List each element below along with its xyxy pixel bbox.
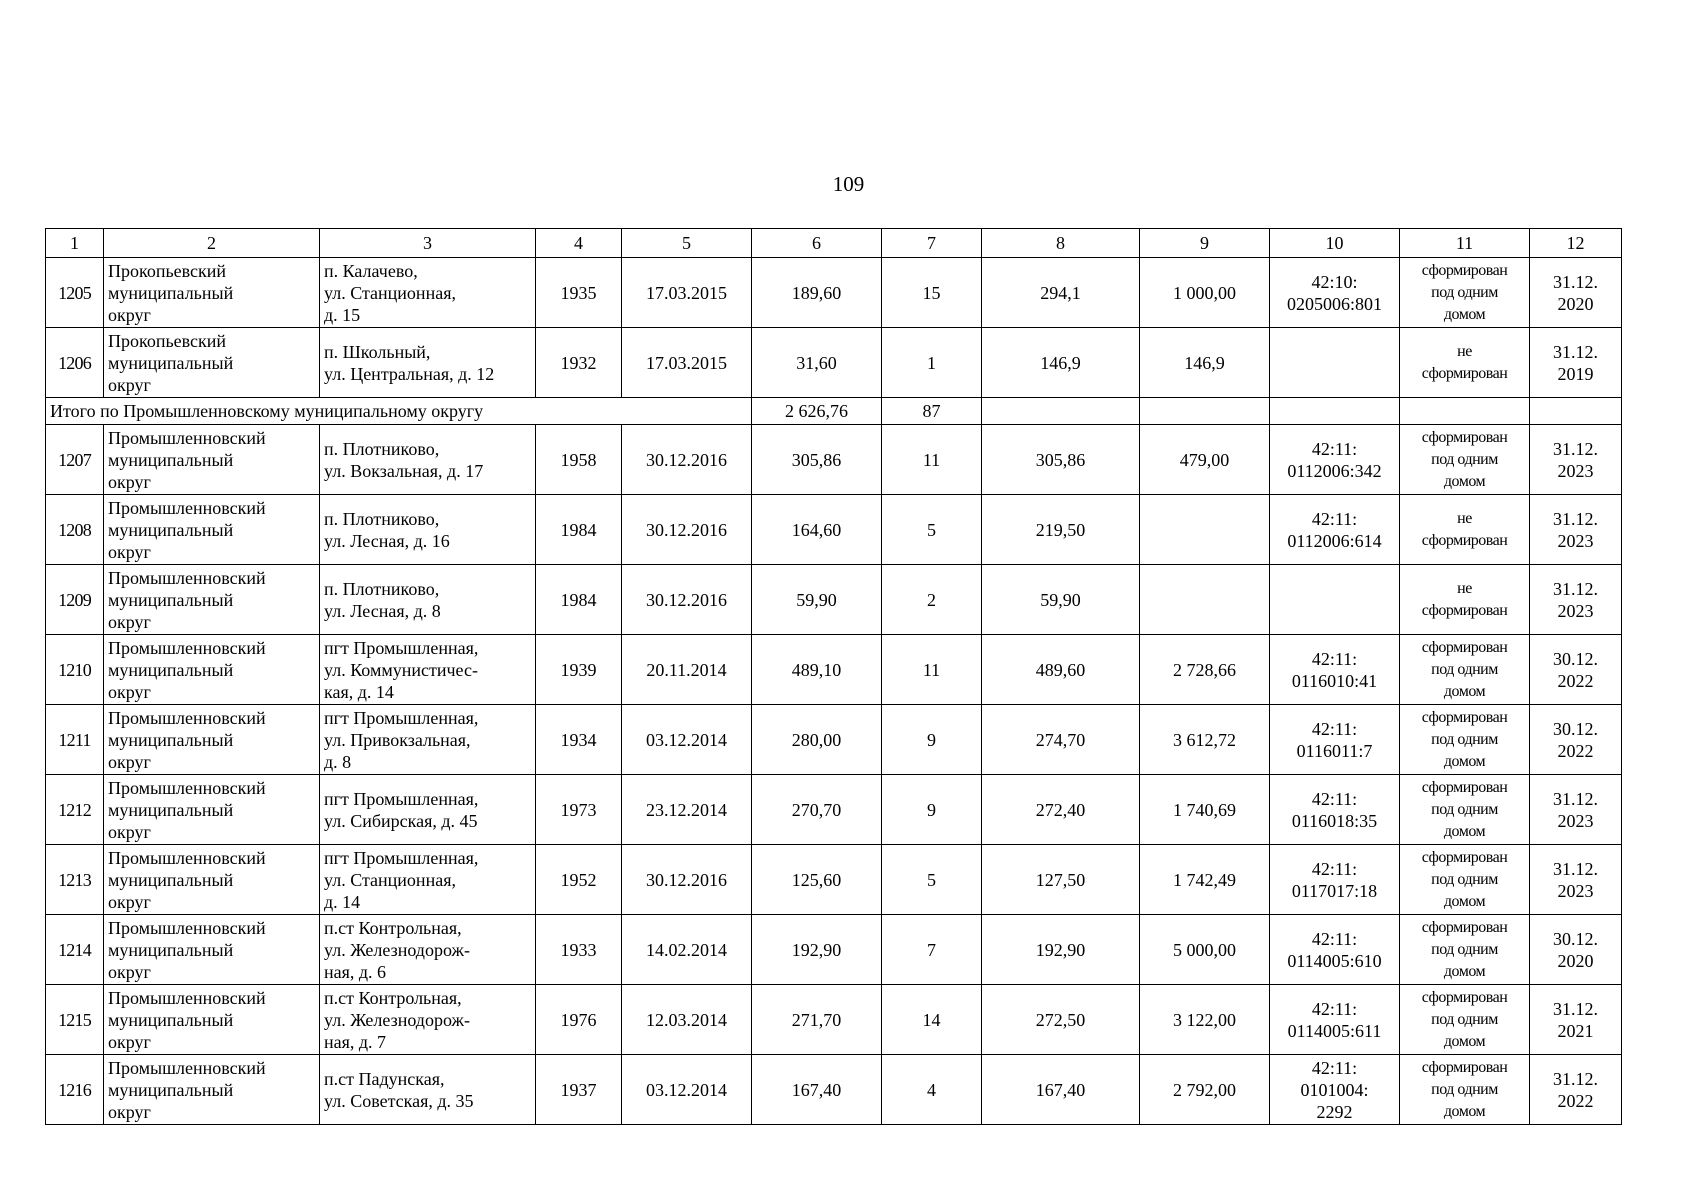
total-area-cell: 146,9 bbox=[982, 328, 1140, 398]
recognition-date-cell: 03.12.2014 bbox=[622, 705, 752, 775]
land-status-cell: не сформирован bbox=[1400, 495, 1530, 565]
land-area-cell bbox=[1140, 495, 1270, 565]
residents-cell: 2 bbox=[882, 565, 982, 635]
residents-cell: 4 bbox=[882, 1055, 982, 1125]
land-area-cell: 1 742,49 bbox=[1140, 845, 1270, 915]
municipality-cell: Промышленновский муниципальный округ bbox=[104, 565, 320, 635]
land-area-cell: 479,00 bbox=[1140, 425, 1270, 495]
table-row bbox=[46, 495, 1622, 565]
recognition-date-cell: 30.12.2016 bbox=[622, 425, 752, 495]
residents-cell: 5 bbox=[882, 845, 982, 915]
cadastral-number-cell: 42:11: 0112006:342 bbox=[1270, 425, 1400, 495]
cadastral-number-cell: 42:11: 0114005:611 bbox=[1270, 985, 1400, 1055]
total-empty-cell bbox=[982, 398, 1140, 425]
cadastral-number-cell: 42:11: 0116018:35 bbox=[1270, 775, 1400, 845]
year-built-cell: 1976 bbox=[536, 985, 622, 1055]
area-cell: 164,60 bbox=[752, 495, 882, 565]
address-cell: п. Школьный, ул. Центральная, д. 12 bbox=[320, 328, 536, 398]
table-row bbox=[46, 705, 1622, 775]
land-area-cell: 1 740,69 bbox=[1140, 775, 1270, 845]
recognition-date-cell: 14.02.2014 bbox=[622, 915, 752, 985]
land-status-cell: сформирован под одним домом bbox=[1400, 845, 1530, 915]
deadline-cell: 31.12. 2023 bbox=[1530, 845, 1622, 915]
address-cell: п.ст Падунская, ул. Советская, д. 35 bbox=[320, 1055, 536, 1125]
cadastral-number-cell: 42:11: 0116011:7 bbox=[1270, 705, 1400, 775]
residents-cell: 1 bbox=[882, 328, 982, 398]
table-row bbox=[46, 775, 1622, 845]
cadastral-number-cell bbox=[1270, 328, 1400, 398]
land-status-cell: сформирован под одним домом bbox=[1400, 425, 1530, 495]
address-cell: п. Плотниково, ул. Лесная, д. 16 bbox=[320, 495, 536, 565]
cadastral-number-cell: 42:11: 0112006:614 bbox=[1270, 495, 1400, 565]
land-area-cell: 5 000,00 bbox=[1140, 915, 1270, 985]
total-area-cell: 2 626,76 bbox=[752, 398, 882, 425]
housing-registry-table bbox=[45, 228, 1622, 1125]
municipality-cell: Промышленновский муниципальный округ bbox=[104, 1055, 320, 1125]
area-cell: 31,60 bbox=[752, 328, 882, 398]
column-number-cell: 8 bbox=[982, 229, 1140, 258]
total-area-cell: 489,60 bbox=[982, 635, 1140, 705]
land-status-cell: сформирован под одним домом bbox=[1400, 635, 1530, 705]
total-area-cell: 272,50 bbox=[982, 985, 1140, 1055]
year-built-cell: 1932 bbox=[536, 328, 622, 398]
total-row bbox=[46, 398, 1622, 425]
year-built-cell: 1939 bbox=[536, 635, 622, 705]
total-residents-cell: 87 bbox=[882, 398, 982, 425]
deadline-cell: 31.12. 2019 bbox=[1530, 328, 1622, 398]
column-number-row bbox=[46, 229, 1622, 258]
residents-cell: 14 bbox=[882, 985, 982, 1055]
area-cell: 305,86 bbox=[752, 425, 882, 495]
address-cell: пгт Промышленная, ул. Привокзальная, д. 8 bbox=[320, 705, 536, 775]
address-cell: пгт Промышленная, ул. Сибирская, д. 45 bbox=[320, 775, 536, 845]
total-area-cell: 274,70 bbox=[982, 705, 1140, 775]
land-area-cell: 2 728,66 bbox=[1140, 635, 1270, 705]
residents-cell: 9 bbox=[882, 705, 982, 775]
area-cell: 59,90 bbox=[752, 565, 882, 635]
land-area-cell: 3 122,00 bbox=[1140, 985, 1270, 1055]
municipality-cell: Промышленновский муниципальный округ bbox=[104, 845, 320, 915]
cadastral-number-cell: 42:11: 0101004: 2292 bbox=[1270, 1055, 1400, 1125]
year-built-cell: 1952 bbox=[536, 845, 622, 915]
area-cell: 167,40 bbox=[752, 1055, 882, 1125]
residents-cell: 5 bbox=[882, 495, 982, 565]
land-status-cell: сформирован под одним домом bbox=[1400, 985, 1530, 1055]
recognition-date-cell: 12.03.2014 bbox=[622, 985, 752, 1055]
column-number-cell: 6 bbox=[752, 229, 882, 258]
table-row bbox=[46, 985, 1622, 1055]
land-status-cell: не сформирован bbox=[1400, 328, 1530, 398]
table-row bbox=[46, 565, 1622, 635]
row-number-cell: 1205 bbox=[46, 258, 104, 328]
column-number-cell: 1 bbox=[46, 229, 104, 258]
address-cell: пгт Промышленная, ул. Станционная, д. 14 bbox=[320, 845, 536, 915]
land-area-cell: 3 612,72 bbox=[1140, 705, 1270, 775]
address-cell: п.ст Контрольная, ул. Железнодорож- ная, д. 6 bbox=[320, 915, 536, 985]
area-cell: 280,00 bbox=[752, 705, 882, 775]
address-cell: п.ст Контрольная, ул. Железнодорож- ная, д. 7 bbox=[320, 985, 536, 1055]
recognition-date-cell: 03.12.2014 bbox=[622, 1055, 752, 1125]
row-number-cell: 1215 bbox=[46, 985, 104, 1055]
row-number-cell: 1208 bbox=[46, 495, 104, 565]
municipality-cell: Прокопьевский муниципальный округ bbox=[104, 328, 320, 398]
year-built-cell: 1934 bbox=[536, 705, 622, 775]
column-number-cell: 7 bbox=[882, 229, 982, 258]
year-built-cell: 1933 bbox=[536, 915, 622, 985]
residents-cell: 11 bbox=[882, 425, 982, 495]
total-area-cell: 59,90 bbox=[982, 565, 1140, 635]
address-cell: п. Калачево, ул. Станционная, д. 15 bbox=[320, 258, 536, 328]
total-empty-cell bbox=[1530, 398, 1622, 425]
year-built-cell: 1937 bbox=[536, 1055, 622, 1125]
row-number-cell: 1209 bbox=[46, 565, 104, 635]
area-cell: 189,60 bbox=[752, 258, 882, 328]
municipality-cell: Промышленновский муниципальный округ bbox=[104, 915, 320, 985]
land-status-cell: сформирован под одним домом bbox=[1400, 705, 1530, 775]
total-area-cell: 294,1 bbox=[982, 258, 1140, 328]
land-area-cell: 146,9 bbox=[1140, 328, 1270, 398]
table-row bbox=[46, 425, 1622, 495]
table-row bbox=[46, 635, 1622, 705]
recognition-date-cell: 20.11.2014 bbox=[622, 635, 752, 705]
total-area-cell: 192,90 bbox=[982, 915, 1140, 985]
row-number-cell: 1213 bbox=[46, 845, 104, 915]
residents-cell: 9 bbox=[882, 775, 982, 845]
year-built-cell: 1984 bbox=[536, 565, 622, 635]
table-row bbox=[46, 1055, 1622, 1125]
row-number-cell: 1206 bbox=[46, 328, 104, 398]
year-built-cell: 1973 bbox=[536, 775, 622, 845]
total-empty-cell bbox=[1400, 398, 1530, 425]
deadline-cell: 30.12. 2022 bbox=[1530, 635, 1622, 705]
municipality-cell: Промышленновский муниципальный округ bbox=[104, 425, 320, 495]
land-area-cell: 2 792,00 bbox=[1140, 1055, 1270, 1125]
municipality-cell: Промышленновский муниципальный округ bbox=[104, 775, 320, 845]
table-row bbox=[46, 328, 1622, 398]
cadastral-number-cell: 42:11: 0117017:18 bbox=[1270, 845, 1400, 915]
residents-cell: 7 bbox=[882, 915, 982, 985]
deadline-cell: 31.12. 2020 bbox=[1530, 258, 1622, 328]
total-area-cell: 219,50 bbox=[982, 495, 1140, 565]
municipality-cell: Промышленновский муниципальный округ bbox=[104, 985, 320, 1055]
deadline-cell: 30.12. 2022 bbox=[1530, 705, 1622, 775]
recognition-date-cell: 17.03.2015 bbox=[622, 328, 752, 398]
deadline-cell: 31.12. 2023 bbox=[1530, 425, 1622, 495]
address-cell: п. Плотниково, ул. Вокзальная, д. 17 bbox=[320, 425, 536, 495]
total-empty-cell bbox=[1270, 398, 1400, 425]
column-number-cell: 12 bbox=[1530, 229, 1622, 258]
page-number: 109 bbox=[832, 172, 865, 196]
cadastral-number-cell: 42:10: 0205006:801 bbox=[1270, 258, 1400, 328]
recognition-date-cell: 17.03.2015 bbox=[622, 258, 752, 328]
column-number-cell: 9 bbox=[1140, 229, 1270, 258]
address-cell: пгт Промышленная, ул. Коммунистичес- кая, д. 14 bbox=[320, 635, 536, 705]
table-row bbox=[46, 845, 1622, 915]
column-number-cell: 10 bbox=[1270, 229, 1400, 258]
column-number-cell: 11 bbox=[1400, 229, 1530, 258]
year-built-cell: 1984 bbox=[536, 495, 622, 565]
land-status-cell: сформирован под одним домом bbox=[1400, 258, 1530, 328]
row-number-cell: 1207 bbox=[46, 425, 104, 495]
residents-cell: 11 bbox=[882, 635, 982, 705]
recognition-date-cell: 23.12.2014 bbox=[622, 775, 752, 845]
land-status-cell: сформирован под одним домом bbox=[1400, 915, 1530, 985]
land-area-cell: 1 000,00 bbox=[1140, 258, 1270, 328]
area-cell: 271,70 bbox=[752, 985, 882, 1055]
year-built-cell: 1935 bbox=[536, 258, 622, 328]
cadastral-number-cell: 42:11: 0116010:41 bbox=[1270, 635, 1400, 705]
total-area-cell: 305,86 bbox=[982, 425, 1140, 495]
deadline-cell: 31.12. 2021 bbox=[1530, 985, 1622, 1055]
row-number-cell: 1214 bbox=[46, 915, 104, 985]
deadline-cell: 31.12. 2023 bbox=[1530, 775, 1622, 845]
deadline-cell: 31.12. 2022 bbox=[1530, 1055, 1622, 1125]
municipality-cell: Промышленновский муниципальный округ bbox=[104, 635, 320, 705]
municipality-cell: Промышленновский муниципальный округ bbox=[104, 705, 320, 775]
area-cell: 489,10 bbox=[752, 635, 882, 705]
column-number-cell: 4 bbox=[536, 229, 622, 258]
land-status-cell: сформирован под одним домом bbox=[1400, 775, 1530, 845]
year-built-cell: 1958 bbox=[536, 425, 622, 495]
area-cell: 125,60 bbox=[752, 845, 882, 915]
address-cell: п. Плотниково, ул. Лесная, д. 8 bbox=[320, 565, 536, 635]
table-body bbox=[46, 229, 1622, 1125]
residents-cell: 15 bbox=[882, 258, 982, 328]
table-row bbox=[46, 915, 1622, 985]
municipality-cell: Промышленновский муниципальный округ bbox=[104, 495, 320, 565]
row-number-cell: 1212 bbox=[46, 775, 104, 845]
column-number-cell: 2 bbox=[104, 229, 320, 258]
total-empty-cell bbox=[1140, 398, 1270, 425]
row-number-cell: 1210 bbox=[46, 635, 104, 705]
total-area-cell: 167,40 bbox=[982, 1055, 1140, 1125]
column-number-cell: 3 bbox=[320, 229, 536, 258]
total-area-cell: 127,50 bbox=[982, 845, 1140, 915]
land-status-cell: не сформирован bbox=[1400, 565, 1530, 635]
cadastral-number-cell bbox=[1270, 565, 1400, 635]
recognition-date-cell: 30.12.2016 bbox=[622, 845, 752, 915]
land-status-cell: сформирован под одним домом bbox=[1400, 1055, 1530, 1125]
deadline-cell: 30.12. 2020 bbox=[1530, 915, 1622, 985]
land-area-cell bbox=[1140, 565, 1270, 635]
row-number-cell: 1211 bbox=[46, 705, 104, 775]
total-label: Итого по Промышленновскому муниципальному округу bbox=[46, 398, 752, 425]
deadline-cell: 31.12. 2023 bbox=[1530, 495, 1622, 565]
recognition-date-cell: 30.12.2016 bbox=[622, 565, 752, 635]
total-area-cell: 272,40 bbox=[982, 775, 1140, 845]
recognition-date-cell: 30.12.2016 bbox=[622, 495, 752, 565]
area-cell: 192,90 bbox=[752, 915, 882, 985]
row-number-cell: 1216 bbox=[46, 1055, 104, 1125]
municipality-cell: Прокопьевский муниципальный округ bbox=[104, 258, 320, 328]
area-cell: 270,70 bbox=[752, 775, 882, 845]
column-number-cell: 5 bbox=[622, 229, 752, 258]
cadastral-number-cell: 42:11: 0114005:610 bbox=[1270, 915, 1400, 985]
deadline-cell: 31.12. 2023 bbox=[1530, 565, 1622, 635]
table-row bbox=[46, 258, 1622, 328]
